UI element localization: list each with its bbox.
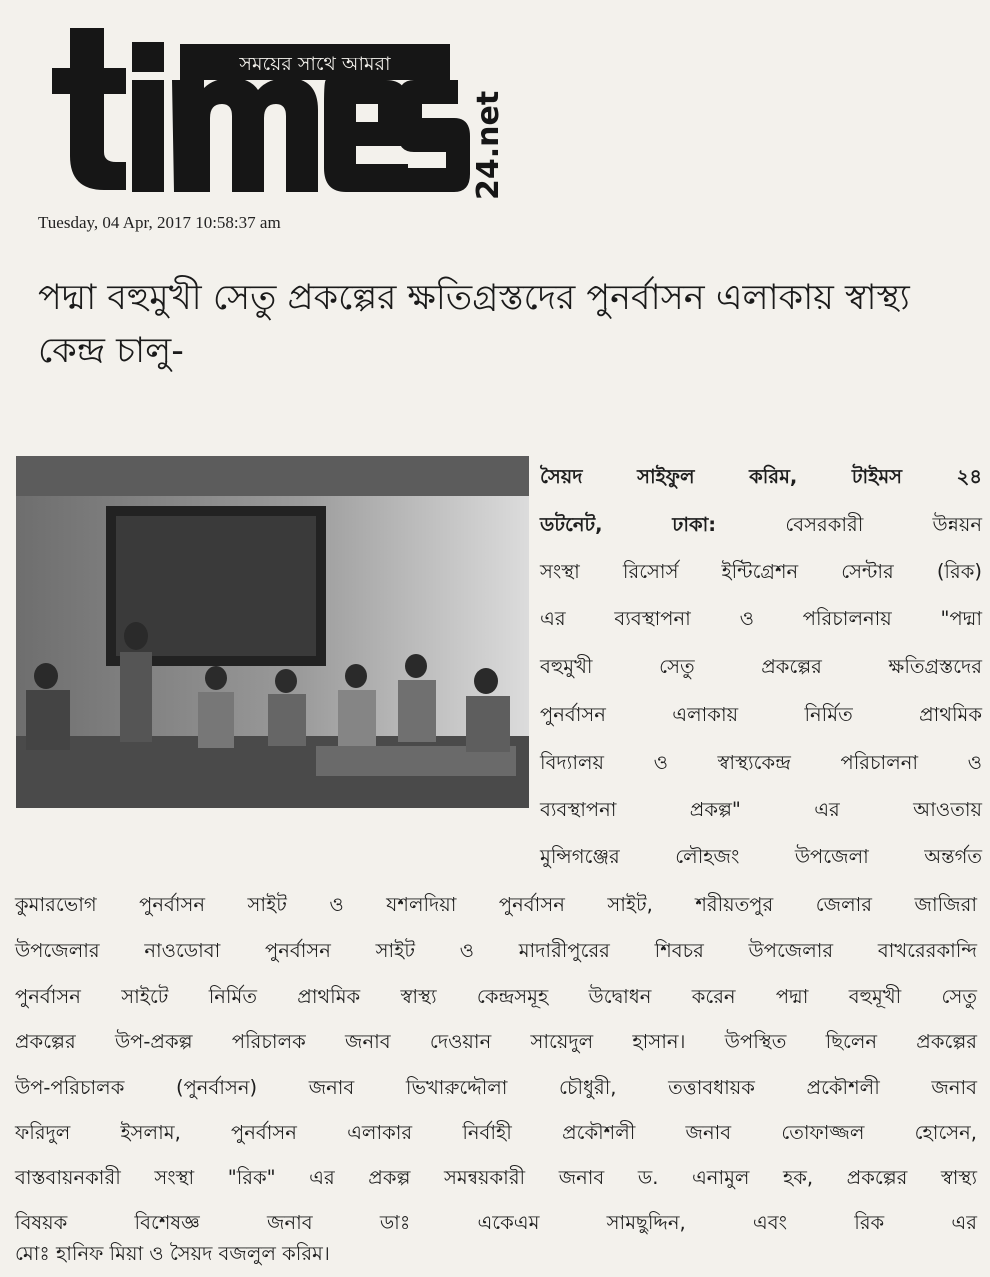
body-line: বহুমুখী সেতু প্রকল্পের ক্ষতিগ্রস্তদের: [540, 655, 982, 678]
body-line: এর ব্যবস্থাপনা ও পরিচালনায় "পদ্মা: [540, 607, 982, 630]
body-line: উপজেলার নাওডোবা পুনর্বাসন সাইট ও মাদারীপুরের শিবচর উপজেলার বাখরেরকান্দি: [15, 939, 977, 962]
body-line: সংস্থা রিসোর্স ইন্টিগ্রেশন সেন্টার (রিক): [540, 560, 982, 583]
body-line: বাস্তবায়নকারী সংস্থা "রিক" এর প্রকল্প সমন্বয়কারী জনাব ড. এনামুল হক, প্রকল্পের স্বাস্থ্য: [15, 1166, 977, 1189]
body-line: পুনর্বাসন সাইটে নির্মিত প্রাথমিক স্বাস্থ্য কেন্দ্রসমূহ উদ্বোধন করেন পদ্মা বহুমূখী সেতু: [15, 985, 977, 1008]
body-line: উপ-পরিচালক (পুনর্বাসন) জনাব ভিখারুদ্দৌলা চৌধুরী, তত্তাবধায়ক প্রকৌশলী জনাব: [15, 1076, 977, 1099]
body-line-1-text: বেসরকারী উন্নয়ন: [785, 513, 983, 536]
body-line: মুন্সিগঞ্জের লৌহজং উপজেলা অন্তর্গত: [540, 845, 982, 868]
body-line: প্রকল্পের উপ-প্রকল্প পরিচালক জনাব দেওয়ান সায়েদুল হাসান। উপস্থিত ছিলেন প্রকল্পের: [15, 1030, 977, 1053]
body-line: পুনর্বাসন এলাকায় নির্মিত প্রাথমিক: [540, 703, 982, 726]
body-line: ব্যবস্থাপনা প্রকল্প" এর আওতায়: [540, 798, 982, 821]
logo-suffix: 24.net: [471, 90, 506, 200]
body-line: কুমারভোগ পুনর্বাসন সাইট ও যশলদিয়া পুনর্বাসন সাইট, শরীয়তপুর জেলার জাজিরা: [15, 893, 977, 916]
body-line: ফরিদুল ইসলাম, পুনর্বাসন এলাকার নির্বাহী প্রকৌশলী জনাব তোফাজ্জল হোসেন,: [15, 1121, 977, 1144]
article-dateline: Tuesday, 04 Apr, 2017 10:58:37 am: [38, 213, 281, 232]
body-line-2: [540, 511, 982, 543]
closing-line: মোঃ হানিফ মিয়া ও সৈয়দ বজলুল করিম।: [15, 1242, 330, 1265]
byline-line-2: ডটনেট, ঢাকা:: [540, 513, 717, 536]
body-line: বিষয়ক বিশেষজ্ঞ জনাব ডাঃ একেএম সামছুদ্দিন, এবং রিক এর: [15, 1211, 977, 1234]
byline-line-1: সৈয়দ সাইফুল করিম, টাইমস ২৪: [540, 465, 982, 488]
body-line: বিদ্যালয় ও স্বাস্থ্যকেন্দ্র পরিচালনা ও: [540, 751, 982, 774]
article-headline: পদ্মা বহুমুখী সেতু প্রকল্পের ক্ষতিগ্রস্তদের পুনর্বাসন এলাকায় স্বাস্থ্য কেন্দ্র চালু-: [38, 278, 910, 371]
logo-tagline: সময়ের সাথে আমরা: [239, 53, 391, 75]
